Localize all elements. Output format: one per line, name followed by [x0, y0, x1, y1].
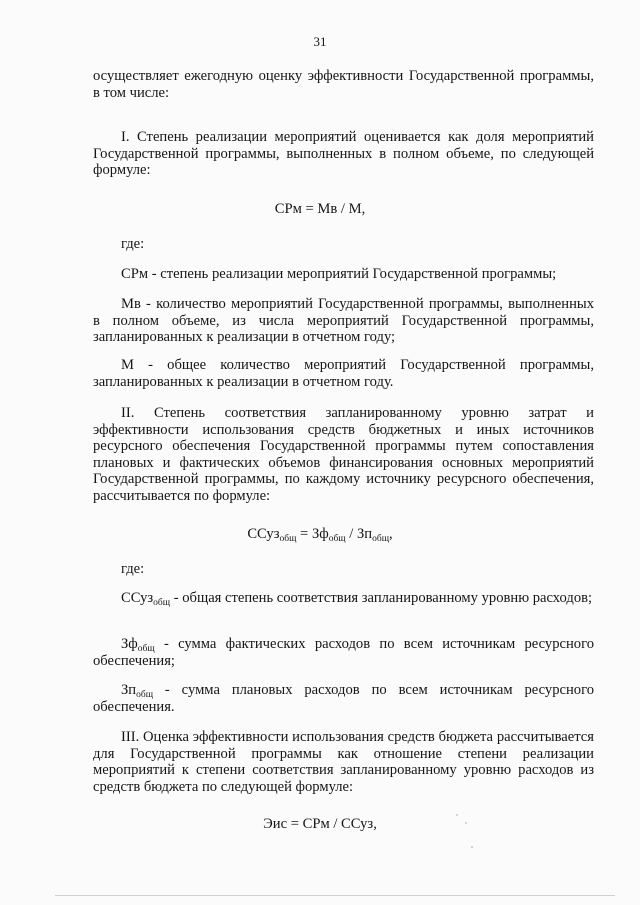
definition-ssuz-subscript: общ: [153, 598, 171, 608]
intro-paragraph: осуществляет ежегодную оценку эффективности Государственной программы, в том числе:: [93, 68, 594, 101]
formula-2-term1-subscript: общ: [328, 534, 346, 544]
formula-2-lhs-subscript: общ: [279, 534, 297, 544]
scan-speck: [465, 822, 467, 824]
definition-ssuz-text: - общая степень соответствия запланированному уровню расходов;: [170, 590, 593, 606]
formula-2-lhs: ССуз: [247, 526, 280, 542]
definition-zf-symbol: Зф: [121, 636, 138, 652]
scan-speck: [471, 846, 473, 848]
formula-2: [0, 526, 640, 542]
where-label-2: где:: [121, 561, 145, 577]
formula-2-equals: =: [296, 526, 312, 542]
definition-zf-text: - сумма фактических расходов по всем источникам ресурсного обеспечения;: [93, 636, 594, 669]
definition-zp-subscript: общ: [136, 690, 154, 700]
section-2-paragraph: II. Степень соответствия запланированному уровню затрат и эффективности использования средств бюджетных и иных источников ресурсного обеспечения Государственной программы путем сопоставления плановых и фактических объемов финансирования основных мероприятий Государственной программы, по каждому источнику ресурсного обеспечения, рассчитывается по формуле:: [93, 405, 594, 504]
formula-2-term1: Зф: [311, 526, 329, 542]
definition-zp: [93, 682, 594, 715]
definition-zf-subscript: общ: [137, 644, 155, 654]
formula-1: СРм = Мв / М,: [274, 201, 366, 217]
definition-ssuz-symbol: ССуз: [121, 590, 154, 606]
section-1-paragraph: I. Степень реализации мероприятий оценивается как доля мероприятий Государственной программы, выполненных в полном объеме, по следующей формуле:: [93, 129, 594, 179]
definition-zp-text: - сумма плановых расходов по всем источникам ресурсного обеспечения.: [93, 682, 594, 715]
page-bottom-edge: [55, 895, 615, 896]
definition-srm: СРм - степень реализации мероприятий Государственной программы;: [121, 266, 557, 282]
definition-mv: Мв - количество мероприятий Государственной программы, выполненных в полном объеме, из числа мероприятий Государственной программы, запланированных к реализации в отчетном году;: [93, 296, 594, 346]
definition-m: М - общее количество мероприятий Государственной программы, запланированных к реализации в отчетном году.: [93, 357, 594, 390]
where-label-1: где:: [121, 236, 145, 252]
definition-zf: [93, 636, 594, 669]
definition-ssuz: [93, 590, 594, 607]
formula-2-divide: /: [345, 526, 357, 542]
formula-2-term2-subscript: общ: [372, 534, 390, 544]
page-number: 31: [313, 34, 327, 49]
scan-speck: [456, 814, 458, 816]
formula-3: Эис = СРм / ССуз,: [263, 816, 377, 832]
definition-zp-symbol: Зп: [121, 682, 137, 698]
formula-2-tail: ,: [389, 526, 393, 542]
formula-2-term2: Зп: [356, 526, 373, 542]
section-3-paragraph: III. Оценка эффективности использования средств бюджета рассчитывается для Государственной программы как отношение степени реализации мероприятий к степени соответствия запланированному уровню расходов из средств бюджета по следующей формуле:: [93, 729, 594, 795]
